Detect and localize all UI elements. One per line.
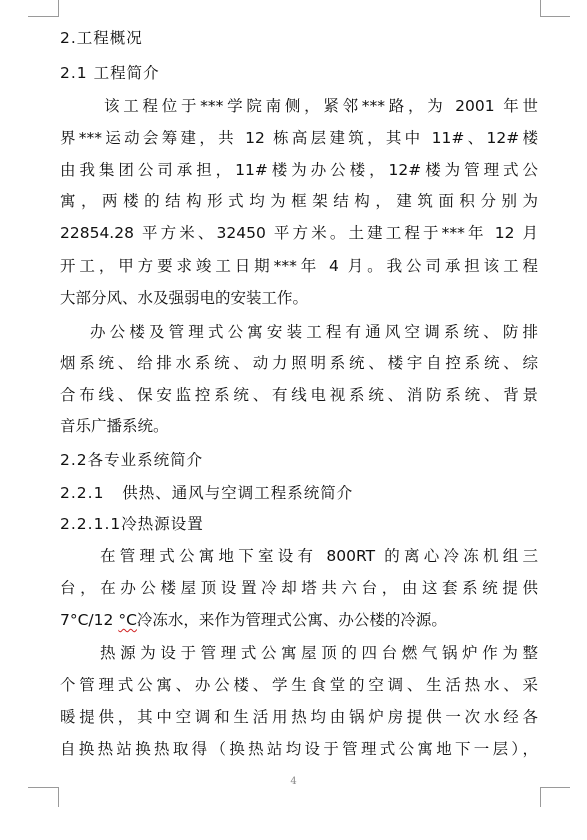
- temperature-range-start: 7°C/12: [60, 611, 119, 629]
- paragraph-3-line-3-rest: 冷冻水，来作为管理式公寓、办公楼的冷源。: [136, 611, 447, 629]
- section-heading-2-2-1: 2.2.1 供热、通风与空调工程系统简介: [60, 484, 354, 502]
- section-heading-2: 2.工程概况: [60, 29, 143, 47]
- section-heading-2-2: 2.2各专业系统简介: [60, 451, 204, 469]
- section-heading-2-2-1-1: 2.2.1.1冷热源设置: [60, 515, 204, 533]
- paragraph-3-line-3: [60, 610, 447, 630]
- paragraph-2-line-4: 音乐广播系统。: [60, 417, 169, 435]
- section-heading-2-1: 2.1 工程简介: [60, 64, 160, 82]
- paragraph-4-line-3: 暖提供，其中空调和生活用热均由锅炉房提供一次水经各: [60, 708, 538, 726]
- paragraph-4-line-1: 热源为设于管理式公寓屋顶的四台燃气锅炉作为整: [100, 644, 538, 662]
- paragraph-4-line-4: 自换热站换热取得（换热站均设于管理式公寓地下一层），: [60, 740, 538, 758]
- paragraph-1-line-7: 大部分风、水及强弱电的安装工作。: [60, 289, 309, 307]
- spellcheck-flagged-unit: °C: [118, 611, 137, 629]
- paragraph-2-line-2: 烟系统、给排水系统、动力照明系统、楼宇自控系统、综: [60, 354, 538, 372]
- paragraph-2-line-3: 合布线、保安监控系统、有线电视系统、消防系统、背景: [60, 386, 538, 404]
- paragraph-1-line-3: 由我集团公司承担，11#楼为办公楼，12#楼为管理式公: [60, 161, 538, 179]
- paragraph-1-line-6: 开工，甲方要求竣工日期***年 4 月。我公司承担该工程: [60, 257, 538, 275]
- paragraph-4-line-2: 个管理式公寓、办公楼、学生食堂的空调、生活热水、采: [60, 676, 538, 694]
- paragraph-1-line-4: 寓，两楼的结构形式均为框架结构，建筑面积分别为: [60, 192, 538, 210]
- paragraph-3-line-2: 台，在办公楼屋顶设置冷却塔共六台，由这套系统提供: [60, 579, 538, 597]
- page-number: 4: [290, 776, 297, 787]
- paragraph-1-line-1: 该工程位于***学院南侧，紧邻***路，为 2001 年世: [104, 97, 538, 115]
- paragraph-1-line-2: 界***运动会筹建，共 12 栋高层建筑，其中 11#、12#楼: [60, 129, 538, 147]
- paragraph-3-line-1: 在管理式公寓地下室设有 800RT 的离心冷冻机组三: [100, 547, 538, 565]
- paragraph-2-line-1: 办公楼及管理式公寓安装工程有通风空调系统、防排: [90, 323, 538, 341]
- paragraph-1-line-5: 22854.28 平方米、32450 平方米。土建工程于***年 12 月: [60, 224, 538, 242]
